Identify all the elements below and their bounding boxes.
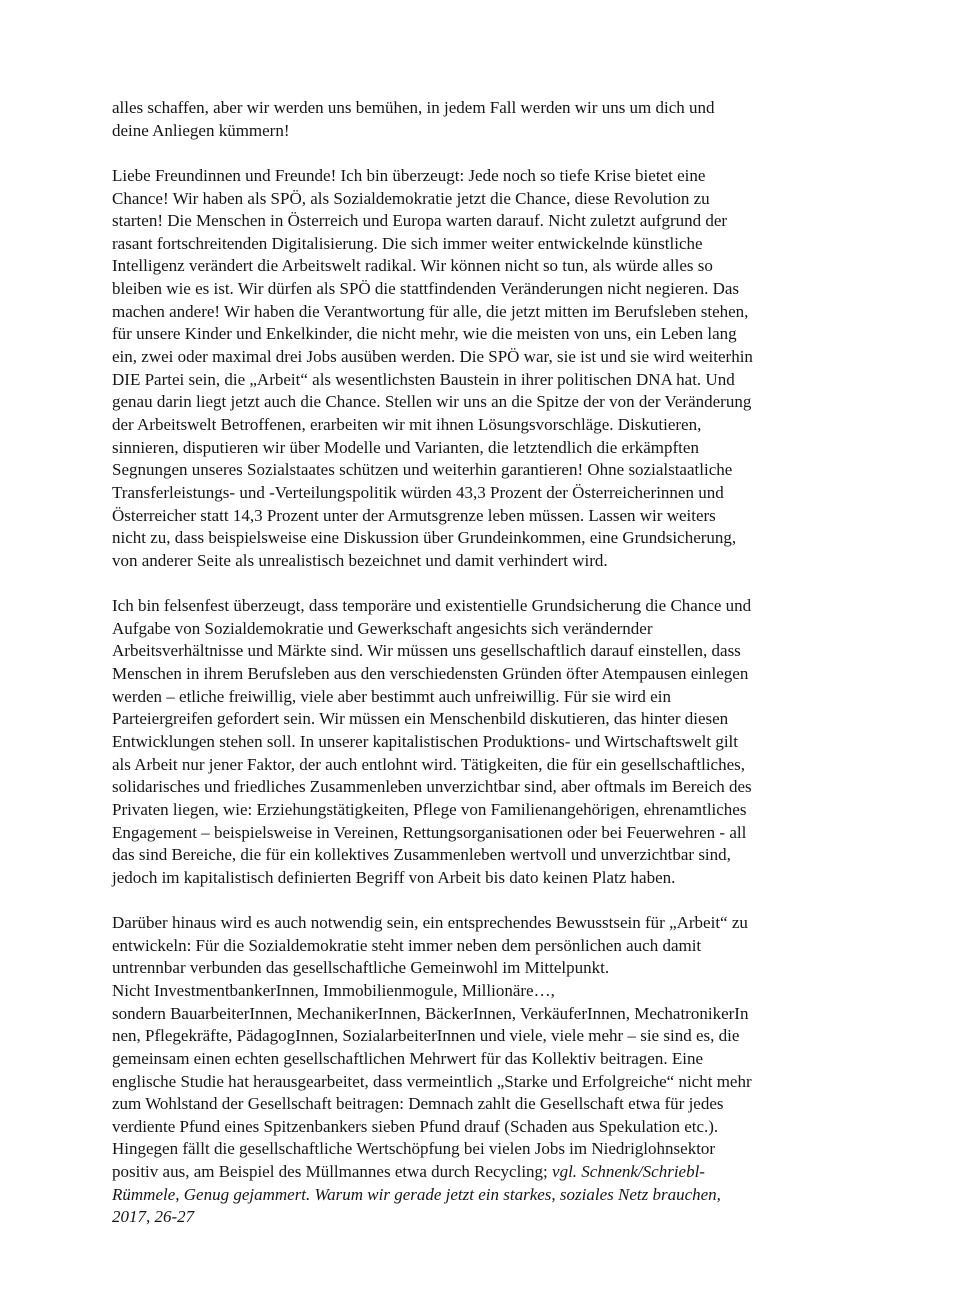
text-line	[112, 708, 912, 731]
text-line	[112, 414, 912, 437]
citation-text: Rümmele, Genug gejammert. Warum wir gerade jetzt ein starkes, soziales Netz brauchen,	[112, 1184, 721, 1204]
body-text: DIE Partei sein, die „Arbeit“ als wesentlichsten Baustein in ihrer politischen DNA hat. Und	[112, 369, 735, 389]
body-text: Segnungen unseres Sozialstaates schützen und weiterhin garantieren! Ohne sozialstaatliche	[112, 460, 733, 480]
text-line	[112, 369, 912, 392]
text-line	[112, 776, 912, 799]
text-line	[112, 822, 912, 845]
body-text: verdiente Pfund eines Spitzenbankers sieben Pfund drauf (Schaden aus Spekulation etc.).	[112, 1116, 719, 1136]
body-text: Aufgabe von Sozialdemokratie und Gewerkschaft angesichts sich verändernder	[112, 618, 653, 638]
body-text: Privaten liegen, wie: Erziehungstätigkeiten, Pflege von Familienangehörigen, ehrenamtliches	[112, 799, 747, 819]
body-text: nen, Pflegekräfte, PädagogInnen, SozialarbeiterInnen und viele, viele mehr – sie sind es, die	[112, 1026, 740, 1046]
body-text: untrennbar verbunden das gesellschaftliche Gemeinwohl im Mittelpunkt.	[112, 958, 610, 978]
body-text: deine Anliegen kümmern!	[112, 120, 290, 140]
text-line	[112, 1206, 912, 1229]
body-text: ein, zwei oder maximal drei Jobs ausüben werden. Die SPÖ war, sie ist und sie wird weiterhin	[112, 347, 753, 367]
text-line	[112, 640, 912, 663]
body-text: zum Wohlstand der Gesellschaft beitragen: Demnach zahlt die Gesellschaft etwa für jedes	[112, 1094, 724, 1114]
text-line	[112, 233, 912, 256]
body-text: für unsere Kinder und Enkelkinder, die nicht mehr, wie die meisten von uns, ein Leben lang	[112, 324, 737, 344]
text-line	[112, 1161, 912, 1184]
text-line	[112, 912, 912, 935]
text-line	[112, 867, 912, 890]
text-line	[112, 844, 912, 867]
citation-text: 2017, 26-27	[112, 1207, 195, 1227]
body-text: Parteiergreifen gefordert sein. Wir müssen ein Menschenbild diskutieren, das hinter diesen	[112, 709, 729, 729]
body-text: Menschen in ihrem Berufsleben aus den verschiedensten Gründen öfter Atempausen einlegen	[112, 664, 749, 684]
paragraph	[112, 595, 912, 889]
body-text: das sind Bereiche, die für ein kollektives Zusammenleben wertvoll und unverzichtbar sind,	[112, 845, 731, 865]
text-line	[112, 686, 912, 709]
body-text: Chance! Wir haben als SPÖ, als Sozialdemokratie jetzt die Chance, diese Revolution zu	[112, 188, 710, 208]
text-line	[112, 1025, 912, 1048]
text-line	[112, 346, 912, 369]
text-line	[112, 459, 912, 482]
paragraph	[112, 912, 912, 1229]
body-text: bleiben wie es ist. Wir dürfen als SPÖ die stattfindenden Veränderungen nicht negieren. Das	[112, 279, 740, 299]
document-text	[112, 97, 912, 1229]
body-text: rasant fortschreitenden Digitalisierung. Die sich immer weiter entwickelnde künstliche	[112, 233, 703, 253]
text-line	[112, 323, 912, 346]
body-text: Transferleistungs- und -Verteilungspolitik würden 43,3 Prozent der Österreicherinnen und	[112, 482, 724, 502]
text-line	[112, 505, 912, 528]
text-line	[112, 1003, 912, 1026]
text-line	[112, 754, 912, 777]
text-line	[112, 165, 912, 188]
body-text: jedoch im kapitalistisch definierten Begriff von Arbeit bis dato keinen Platz haben.	[112, 867, 676, 887]
body-text: Engagement – beispielsweise in Vereinen, Rettungsorganisationen oder bei Feuerwehren - all	[112, 822, 747, 842]
text-line	[112, 935, 912, 958]
text-line	[112, 1184, 912, 1207]
body-text: alles schaffen, aber wir werden uns bemühen, in jedem Fall werden wir uns um dich und	[112, 98, 715, 117]
body-text: sinnieren, disputieren wir über Modelle und Varianten, die letztendlich die erkämpften	[112, 437, 699, 457]
text-line	[112, 97, 912, 120]
text-line	[112, 618, 912, 641]
body-text: Arbeitsverhältnisse und Märkte sind. Wir müssen uns gesellschaftlich darauf einstellen, dass	[112, 641, 741, 661]
text-line	[112, 980, 912, 1003]
body-text: sondern BauarbeiterInnen, MechanikerInnen, BäckerInnen, VerkäuferInnen, MechatronikerIn	[112, 1003, 749, 1023]
body-text: gemeinsam einen echten gesellschaftlichen Mehrwert für das Kollektiv beitragen. Eine	[112, 1048, 703, 1068]
paragraph	[112, 97, 912, 142]
text-line	[112, 957, 912, 980]
body-text: Hingegen fällt die gesellschaftliche Wertschöpfung bei vielen Jobs im Niedriglohnsektor	[112, 1139, 716, 1159]
text-line	[112, 120, 912, 143]
text-line	[112, 1048, 912, 1071]
text-line	[112, 188, 912, 211]
body-text: positiv aus, am Beispiel des Müllmannes etwa durch Recycling;	[112, 1162, 553, 1182]
body-text: solidarisches und friedliches Zusammenleben unverzichtbar sind, aber oftmals im Bereich des	[112, 777, 752, 797]
paragraph	[112, 165, 912, 573]
text-line	[112, 550, 912, 573]
text-line	[112, 663, 912, 686]
text-line	[112, 1116, 912, 1139]
text-line	[112, 437, 912, 460]
text-line	[112, 301, 912, 324]
body-text: Österreicher statt 14,3 Prozent unter der Armutsgrenze leben müssen. Lassen wir weiters	[112, 505, 716, 525]
text-line	[112, 210, 912, 233]
text-line	[112, 731, 912, 754]
body-text: starten! Die Menschen in Österreich und Europa warten darauf. Nicht zuletzt aufgrund der	[112, 211, 728, 231]
body-text: Ich bin felsenfest überzeugt, dass temporäre und existentielle Grundsicherung die Chance und	[112, 596, 752, 616]
body-text: machen andere! Wir haben die Verantwortung für alle, die jetzt mitten im Berufsleben stehen,	[112, 301, 749, 321]
text-line	[112, 482, 912, 505]
body-text: entwickeln: Für die Sozialdemokratie steht immer neben dem persönlichen auch damit	[112, 935, 702, 955]
citation-text: vgl. Schnenk/Schriebl-	[552, 1162, 705, 1182]
body-text: Entwicklungen stehen soll. In unserer kapitalistischen Produktions- und Wirtschaftswelt gilt	[112, 731, 739, 751]
text-line	[112, 527, 912, 550]
text-line	[112, 278, 912, 301]
body-text: als Arbeit nur jener Faktor, der auch entlohnt wird. Tätigkeiten, die für ein gesellschaftliches,	[112, 754, 746, 774]
text-line	[112, 1071, 912, 1094]
body-text: Darüber hinaus wird es auch notwendig sein, ein entsprechendes Bewusstsein für „Arbeit“ zu	[112, 913, 748, 933]
body-text: von anderer Seite als unrealistisch bezeichnet und damit verhindert wird.	[112, 550, 608, 570]
body-text: genau darin liegt jetzt auch die Chance. Stellen wir uns an die Spitze der von der Veränderung	[112, 392, 752, 412]
text-line	[112, 1093, 912, 1116]
body-text: Liebe Freundinnen und Freunde! Ich bin überzeugt: Jede noch so tiefe Krise bietet eine	[112, 165, 706, 185]
text-line	[112, 391, 912, 414]
body-text: Intelligenz verändert die Arbeitswelt radikal. Wir können nicht so tun, als würde alles so	[112, 256, 713, 276]
body-text: Nicht InvestmentbankerInnen, Immobilienmogule, Millionäre…,	[112, 980, 555, 1000]
body-text: der Arbeitswelt Betroffenen, erarbeiten wir mit ihnen Lösungsvorschläge. Diskutieren,	[112, 414, 702, 434]
text-line	[112, 595, 912, 618]
text-line	[112, 1138, 912, 1161]
body-text: werden – etliche freiwillig, viele aber bestimmt auch unfreiwillig. Für sie wird ein	[112, 686, 671, 706]
text-line	[112, 255, 912, 278]
body-text: englische Studie hat herausgearbeitet, dass vermeintlich „Starke und Erfolgreiche“ nicht mehr	[112, 1071, 752, 1091]
body-text: nicht zu, dass beispielsweise eine Diskussion über Grundeinkommen, eine Grundsicherung,	[112, 528, 737, 548]
text-line	[112, 799, 912, 822]
